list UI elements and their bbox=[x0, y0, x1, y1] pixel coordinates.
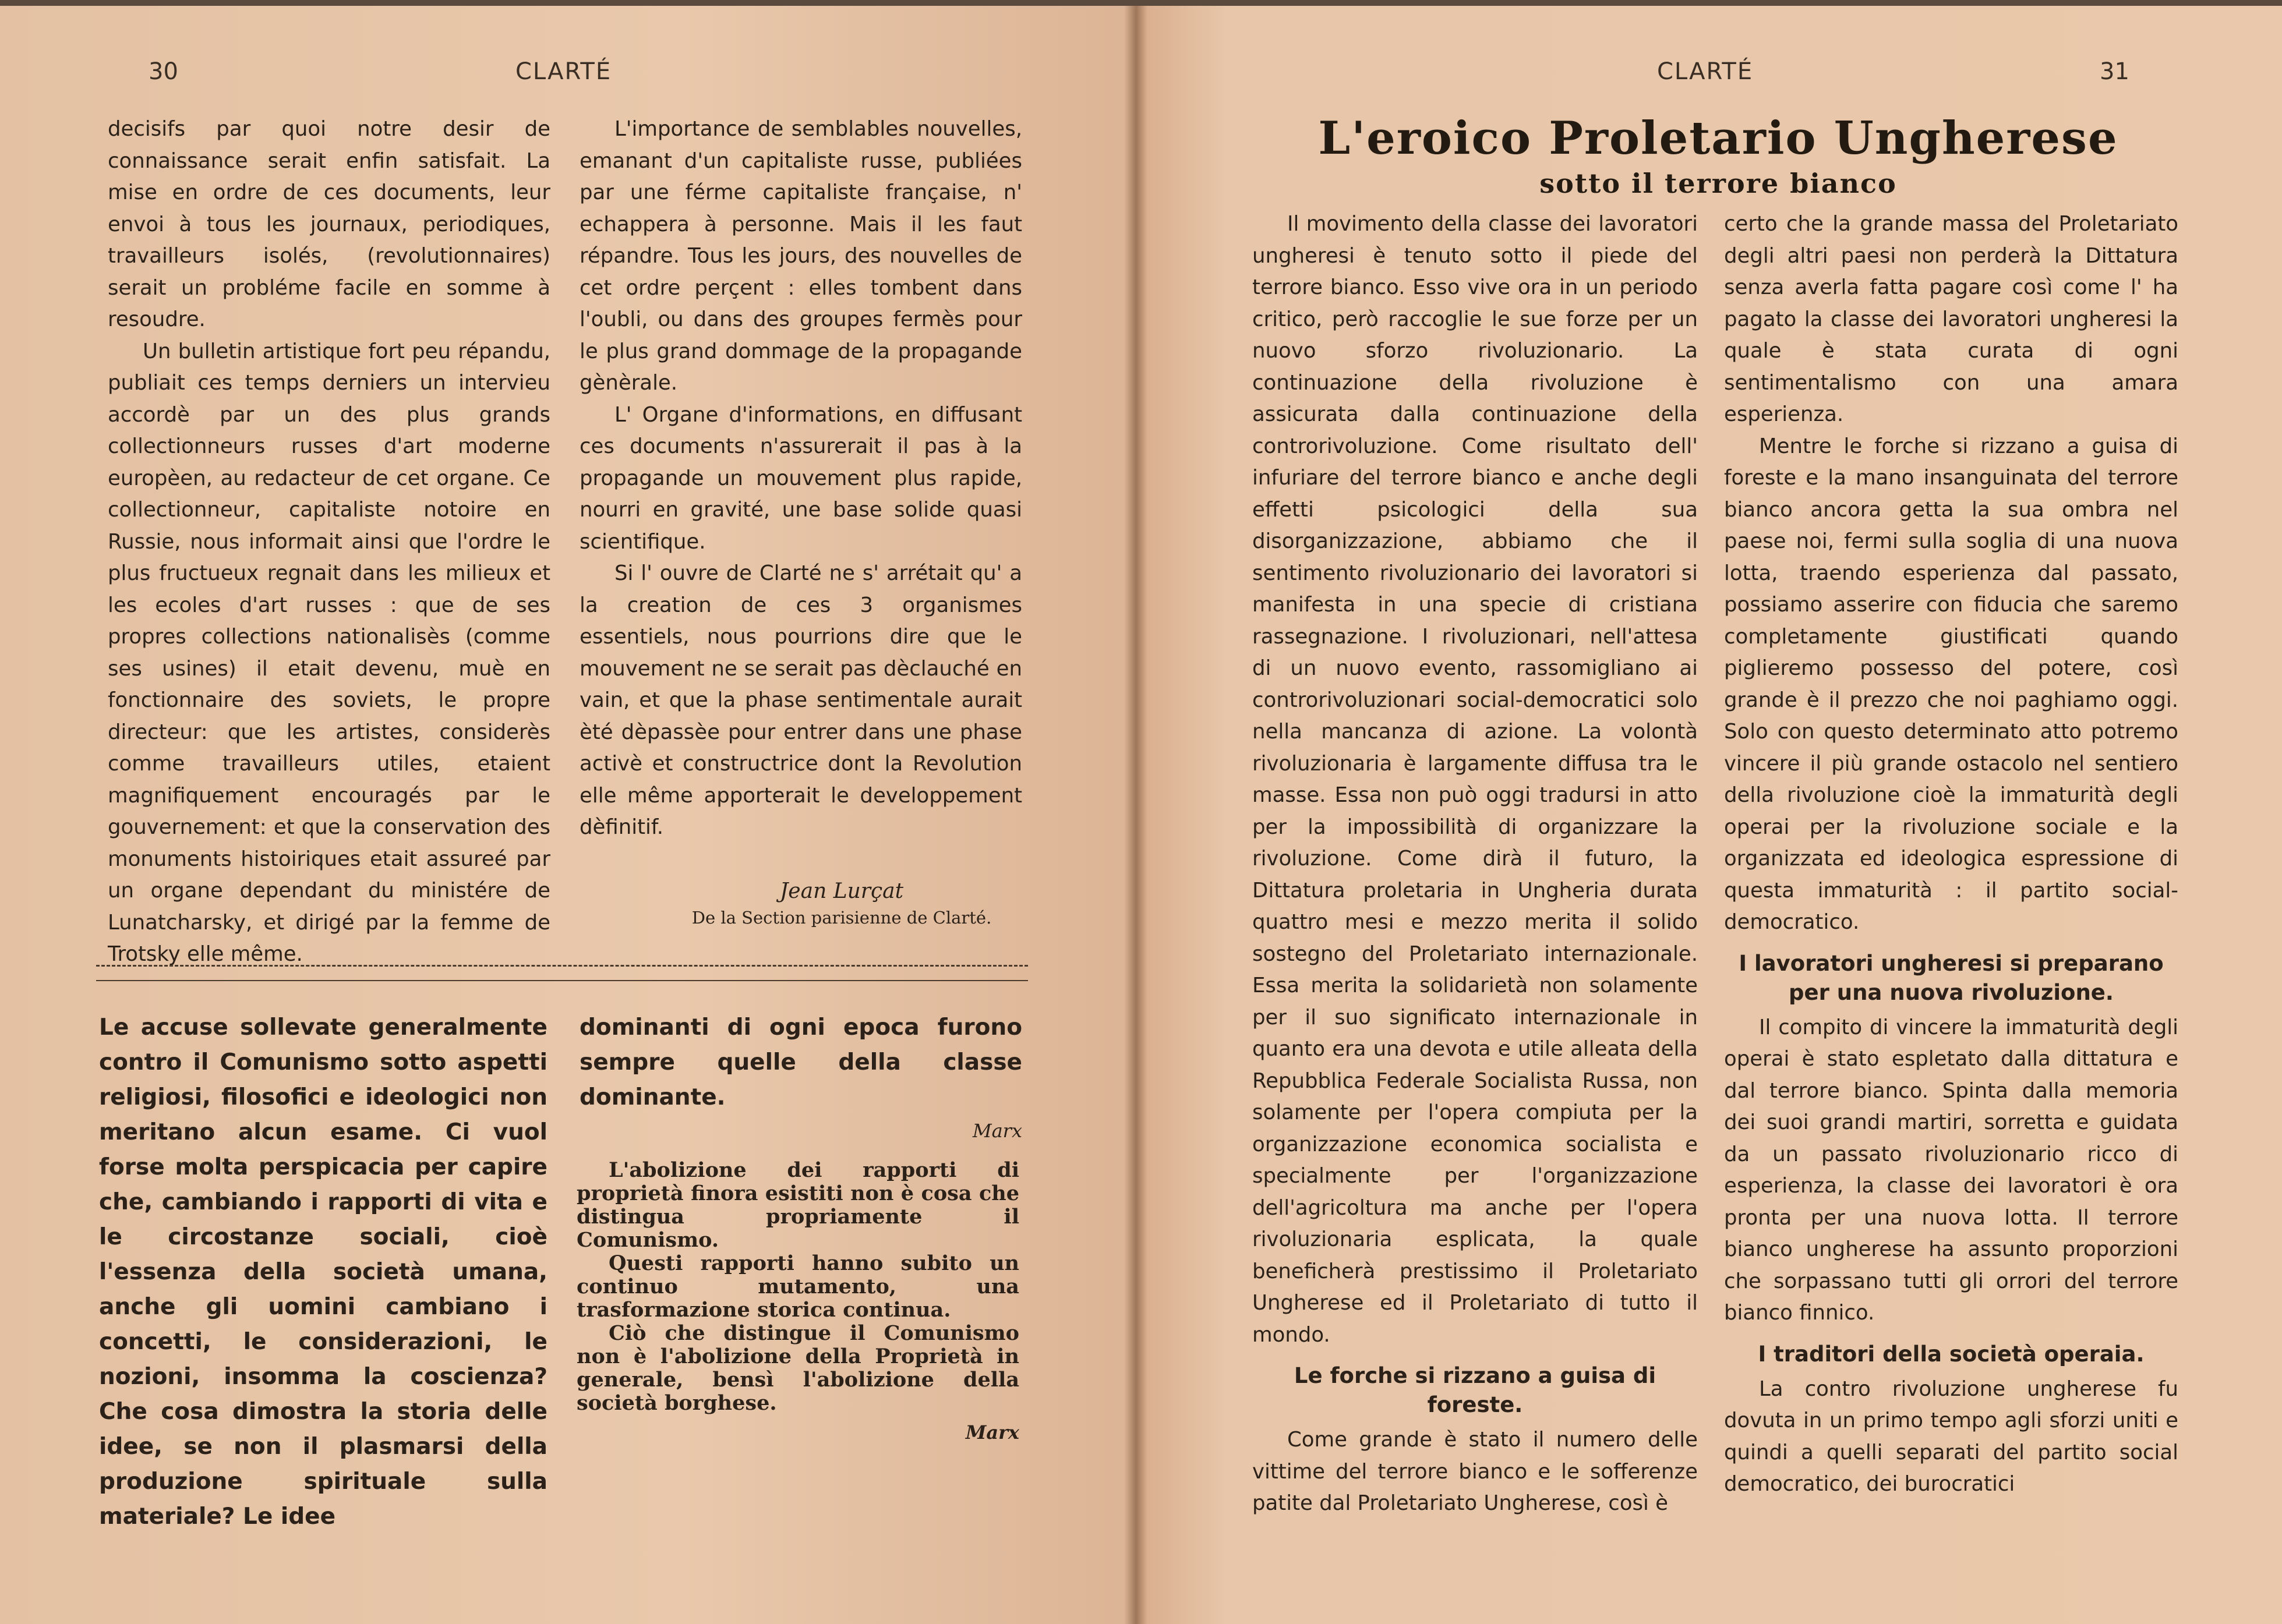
paragraph: Mentre le forche si rizzano a guisa di foreste e la mano insanguinata del terrore bianco ancora getta la sua ombra nel paese noi, fermi sulla soglia di una nuova lotta, traendo esperienza dal passato, possiamo asserire con fiducia che saremo completamente giustificati quando piglieremo possesso del potere, così grande è il prezzo che noi paghiamo oggi. Solo con questo determinato atto potremo vincere il più grande ostacolo nel sentiero della rivoluzione cioè la immaturità degli operai per la rivoluzione sociale e la organizzata ed ideologica espressione di questa immaturità : il partito social-democratico. bbox=[1724, 434, 2178, 934]
running-head-left: CLARTÉ bbox=[515, 58, 612, 85]
signature-block bbox=[670, 879, 1013, 928]
left-column-1 bbox=[108, 114, 550, 971]
paragraph: L'importance de semblables nouvelles, emanant d'un capitaliste russe, publiées par une férme capitaliste française, n' echappera à personne. Mais il les faut répandre. Tous les jours, des nouvelles de cet ordre perçent : elles tombent dans l'oubli, ou dans des groupes fermès pour le plus grand dommage de la propagande gènèrale. bbox=[580, 117, 1022, 395]
signature-name: Jean Lurçat bbox=[779, 879, 904, 903]
separator-rule bbox=[96, 965, 1028, 967]
paragraph: Un bulletin artistique fort peu répandu, publiait ces temps derniers un intervieu accordè par un des plus grands collectionneurs russes d'art moderne europèen, au redacteur de cet organe. Ce collectionneur, capitaliste notoire en Russie, nous informait ainsi que l'ordre le plus fructueux regnait dans les milieux et les ecoles d'art russes : que de ses propres collections nationalisès (comme ses usines) il etait devenu, muè en fonctionnaire des soviets, le propre directeur: que les artistes, considerès comme travailleurs utiles, etaient magnifiquement encouragés par le gouvernement: et que la conservation des monuments histoiriques etait assureé par un organe dependant du ministére de Lunatcharsky, et dirigé par la femme de Trotsky elle même. bbox=[108, 339, 550, 966]
book-gutter bbox=[1124, 0, 1147, 1624]
paragraph: Il compito di vincere la immaturità degli operai è stato espletato dalla dittatura e dal terrore bianco. Spinta dalla memoria dei suoi grandi martiri, sorretta e guidata da un passato rivoluzionario ricco di esperienza, la classe dei lavoratori è ora pronta per una nuova lotta. Il terrore bianco ungherese ha assunto proporzioni che sorpassano tutti gli orrori del terrore bianco finnico. bbox=[1724, 1015, 2178, 1325]
paragraph: decisifs par quoi notre desir de connaissance serait enfin satisfait. La mise en ordre de ces documents, leur envoi à tous les journaux, periodiques, travailleurs isolés, (revolutionnaires) serait un probléme facile en somme à resoudre. bbox=[108, 117, 550, 331]
page-number-left: 30 bbox=[149, 58, 178, 85]
signature-source: De la Section parisienne de Clarté. bbox=[691, 908, 992, 928]
attribution: Marx bbox=[965, 1421, 1019, 1443]
paragraph: certo che la grande massa del Proletariato degli altri paesi non perderà la Dittatura senza averla fatta pagare così come l' ha pagato la classe dei lavoratori ungheresi la quale è stata curata di ogni sentimentalismo con una amara esperienza. bbox=[1724, 212, 2178, 426]
paragraph: Il movimento della classe dei lavoratori ungheresi è tenuto sotto il piede del terrore bianco. Esso vive ora in un periodo critico, però raccoglie le sue forze per un nuovo sforzo rivoluzionario. La continuazione della rivoluzione è assicurata dalla continuazione della controrivoluzione. Come risultato dell' infuriare del terrore bianco e anche degli effetti psicologici della sua disorganizzazione, abbiamo che il sentimento rivoluzionario dei lavoratori si manifesta in una specie di cristiana rassegnazione. I rivoluzionari, nell'attesa di un nuovo evento, rassomigliano ai controrivoluzionari social-democratici solo nella mancanza di azione. La volontà rivoluzionaria è largamente diffusa tra le masse. Essa non può oggi tradursi in atto per la impossibilità di organizzare la rivoluzione. Come dirà il futuro, la Dittatura proletaria in Ungheria durata quattro mesi e mezzo merita il solido sostegno del Proletariato internazionale. Essa merita la solidarietà non solamente per il suo significato internazionale in quanto era una devota e utile alleata della Repubblica Federale Socialista Russa, non solamente per l'opera compiuta per la organizzazione economica socialista e specialmente per l'organizzazione dell'agricoltura ma anche per l'opera rivoluzionaria esplicata, la quale beneficherà prestissimo il Proletariato Ungherese ed il Proletariato di tutto il mondo. bbox=[1252, 212, 1698, 1347]
article-subtitle: sotto il terrore bianco bbox=[1539, 168, 1897, 199]
paragraph: Come grande è stato il numero delle vittime del terrore bianco e le sofferenze patite dal Proletariato Ungherese, così è bbox=[1252, 1428, 1698, 1515]
right-column-2 bbox=[1724, 208, 2178, 1501]
paragraph: Si l' ouvre de Clarté ne s' arrétait qu' a la creation de ces 3 organismes essentiels, nous pourrions dire que le mouvement ne se serait pas dèclauché en vain, et que la phase sentimentale aurait èté dèpassèe pour entrer dans une phase activè et constructrice dont la Revolution elle même apporterait le developpement dèfinitif. bbox=[580, 561, 1022, 839]
paragraph: Ciò che distingue il Comunismo non è l'abolizione della Proprietà in generale, bensì l'abolizione della società borghese. bbox=[577, 1321, 1019, 1415]
article-title: L'eroico Proletario Ungherese bbox=[1318, 112, 2118, 165]
attribution: Marx bbox=[972, 1120, 1022, 1142]
marx-quote-bold: Le accuse sollevate generalmente contro il Comunismo sotto aspetti religiosi, filosofici e ideologici non meritano alcun esame. Ci vuol forse molta perspicacia per capire che, cambiando i rapporti di vita e le circostanze sociali, cioè l'essenza della società umana, anche gli uomini cambiano i concetti, le considerazioni, le nozioni, insomma la coscienza? Che cosa dimostra la storia delle idee, se non il plasmarsi della produzione spirituale sulla materiale? Le idee bbox=[99, 1014, 547, 1530]
paragraph: L' Organe d'informations, en diffusant ces documents n'assurerait il pas à la propagande un mouvement plus rapide, nourri en gravité, une base solide quasi scientifique. bbox=[580, 402, 1022, 554]
page-number-right: 31 bbox=[2100, 58, 2129, 85]
paragraph: L'abolizione dei rapporti di proprietà finora esistiti non è cosa che distingua propriamente il Comunismo. bbox=[577, 1158, 1019, 1252]
paragraph: Questi rapporti hanno subito un continuo mutamento, una trasformazione storica continua. bbox=[577, 1251, 1019, 1322]
right-column-1 bbox=[1252, 208, 1698, 1520]
left-column-2 bbox=[580, 114, 1022, 844]
section-heading: Le forche si rizzano a guisa di foreste. bbox=[1294, 1363, 1656, 1417]
top-edge bbox=[0, 0, 2282, 6]
separator-rule bbox=[96, 980, 1028, 981]
section-heading: I lavoratori ungheresi si preparano per una nuova rivoluzione. bbox=[1739, 950, 2164, 1005]
paragraph: La contro rivoluzione ungherese fu dovuta in un primo tempo agli sforzi uniti e quindi a quelli separati del partito social democratico, dei burocratici bbox=[1724, 1377, 2178, 1496]
section-heading: I traditori della società operaia. bbox=[1758, 1341, 2145, 1367]
running-head-right: CLARTÉ bbox=[1657, 58, 1754, 85]
marx-quote-bold-cont: dominanti di ogni epoca furono sempre quelle della classe dominante. bbox=[580, 1014, 1022, 1110]
marx-quote-right bbox=[580, 1010, 1022, 1142]
marx-quote-serif bbox=[577, 1159, 1019, 1444]
